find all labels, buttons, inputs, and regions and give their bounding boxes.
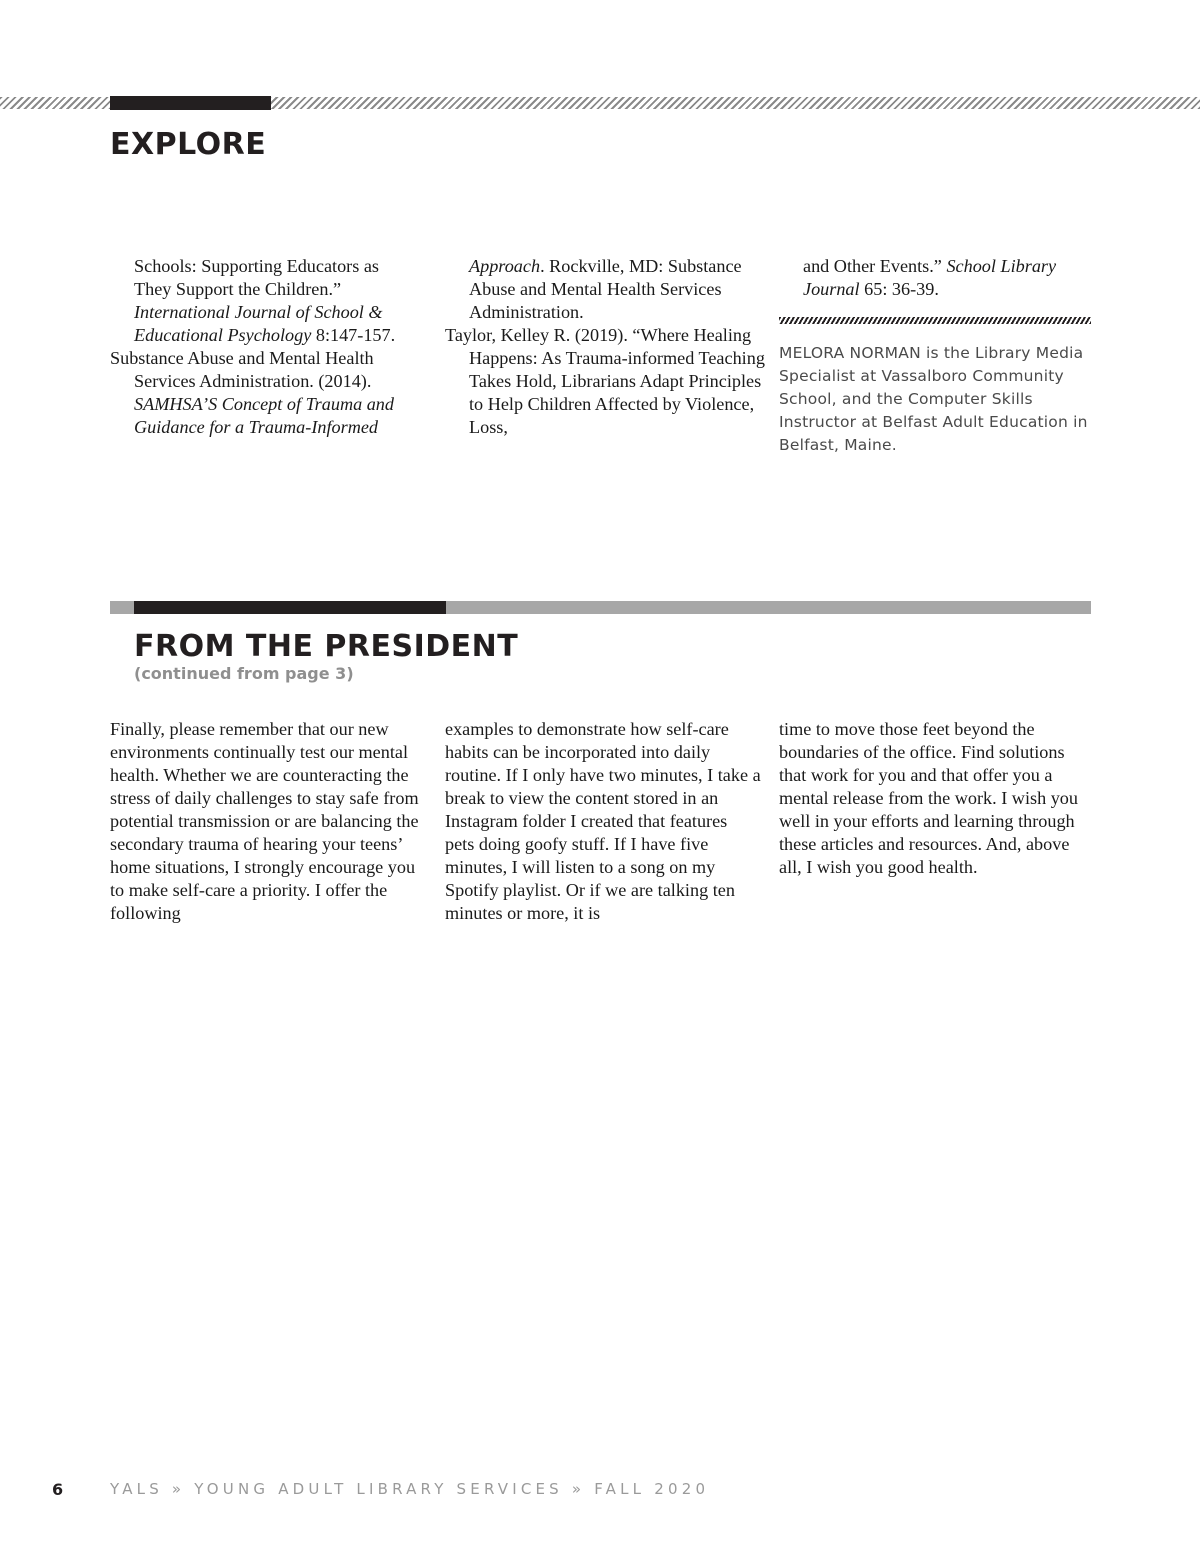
article-text: time to move those feet beyond the boundaries of the office. Find solutions that work for you and that offer you a mental release from the work. I wish you well in your efforts and learning through these articles and resources. And, above all, I wish you good health. — [779, 719, 1078, 877]
explore-heading: EXPLORE — [110, 127, 267, 162]
references-column-2 — [445, 255, 765, 439]
author-bio: MELORA NORMAN is the Library Media Specialist at Vassalboro Community School, and the Computer Skills Instructor at Belfast Adult Education in Belfast, Maine. — [779, 344, 1088, 454]
reference-entry: Taylor, Kelley R. (2019). “Where Healing Happens: As Trauma-informed Teaching Takes Hold, Librarians Adapt Principles to Help Children Affected by Violence, Loss, — [445, 325, 765, 437]
president-heading: FROM THE PRESIDENT — [134, 629, 519, 664]
article-text: Finally, please remember that our new environments continually test our mental health. Whether we are counteracting the stress of daily challenges to stay safe from potential transmission or are balancing the secondary trauma of hearing your teens’ home situations, I strongly encourage you to make self-care a priority. I offer the following — [110, 719, 419, 923]
header-accent-bar — [110, 96, 271, 110]
page-number: 6 — [52, 1480, 64, 1499]
reference-entry: Substance Abuse and Mental Health Services Administration. (2014). SAMHSA’S Concept of Trauma and Guidance for a Trauma-Informed — [110, 348, 394, 437]
references-column-3 — [779, 255, 1091, 457]
president-accent-bar — [134, 601, 446, 614]
reference-entry: Approach. Rockville, MD: Substance Abuse and Mental Health Services Administration. — [469, 256, 742, 322]
reference-entry: Schools: Supporting Educators as They Support the Children.” International Journal of School & Educational Psychology 8:147-157. — [134, 256, 396, 345]
article-column-3 — [779, 718, 1091, 879]
article-text: examples to demonstrate how self-care habits can be incorporated into daily routine. If I only have two minutes, I take a break to view the content stored in an Instagram folder I created that features pets doing goofy stuff. If I have five minutes, I will listen to a song on my Spotify playlist. Or if we are talking ten minutes or more, it is — [445, 719, 761, 923]
article-column-2 — [445, 718, 761, 925]
journal-title: International Journal of School & Educational Psychology — [134, 302, 383, 345]
bio-divider — [779, 317, 1091, 324]
book-title: SAMHSA’S Concept of Trauma and Guidance for a Trauma-Informed — [134, 394, 394, 437]
journal-title: School Library Journal — [803, 256, 1057, 299]
reference-entry: and Other Events.” School Library Journal 65: 36-39. — [803, 256, 1057, 299]
continued-note: (continued from page 3) — [134, 664, 354, 683]
book-title: Approach — [469, 256, 541, 276]
article-column-1 — [110, 718, 426, 925]
running-footer: YALS » YOUNG ADULT LIBRARY SERVICES » FALL 2020 — [110, 1480, 710, 1498]
references-column-1 — [110, 255, 420, 439]
